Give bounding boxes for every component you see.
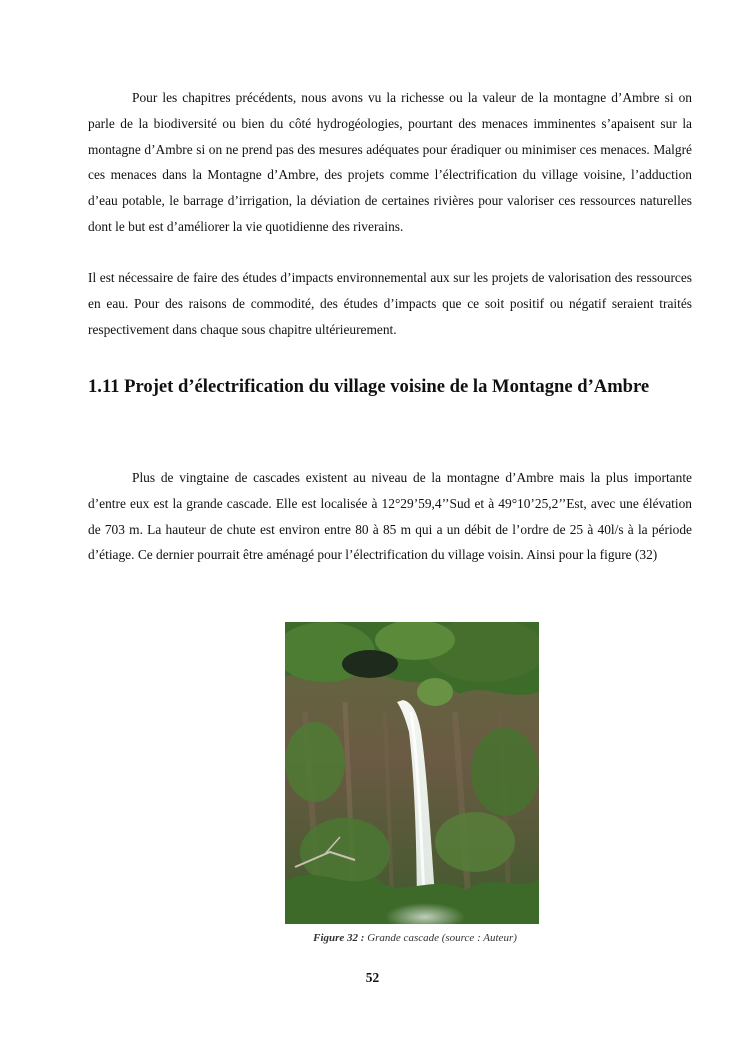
section-paragraph-text: Plus de vingtaine de cascades existent au niveau de la montagne d’Ambre mais la plus importante d’entre eux est la grande cascade. Elle est localisée à 12°29’59,4’’Sud et à 49°10’25,2’’Est, avec une élévation de 703 m. La hauteur de chute est environ entre 80 à 85 m qui a un débit de l’ordre de 25 à 40l/s à la période d’étiage. Ce dernier pourrait être aménagé pour l’électrification du village voisin. Ainsi pour la figure (32) — [88, 470, 692, 563]
intro-paragraph-2: Il est nécessaire de faire des études d’impacts environnemental aux sur les projets de valorisation des ressources en eau. Pour des raisons de commodité, des études d’impacts que ce soit positif ou négatif seraient traités respectivement dans chaque sous chapitre ultérieurement. — [88, 270, 692, 337]
page-number: 52 — [365, 970, 380, 985]
waterfall-photo — [285, 622, 539, 924]
figure-caption-text: Grande cascade (source : Auteur) — [367, 932, 517, 944]
intro-paragraph-1-text: Pour les chapitres précédents, nous avons vu la richesse ou la valeur de la montagne d’Ambre si on parle de la biodiversité ou bien du côté hydrogéologies, pourtant des menaces imminentes s’apaisent sur la montagne d’Ambre si on ne prend pas des mesures adéquates pour éradiquer ou minimiser ces menaces. Malgré ces menaces dans la Montagne d’Ambre, des projets comme l’électrification du village voisine, l’adduction d’eau potable, le barrage d’irrigation, la déviation de certaines rivières pour valoriser ces ressources naturelles dont le but est d’améliorer la vie quotidienne des riverains. — [88, 90, 692, 234]
figure-label: Figure 32 : — [313, 932, 365, 944]
waterfall-illustration — [285, 622, 539, 924]
section-heading: 1.11 Projet d’électrification du village voisine de la Montagne d’Ambre — [88, 376, 650, 397]
figure-caption — [250, 932, 580, 944]
section-paragraph — [88, 465, 692, 568]
intro-paragraph-1 — [88, 85, 692, 240]
